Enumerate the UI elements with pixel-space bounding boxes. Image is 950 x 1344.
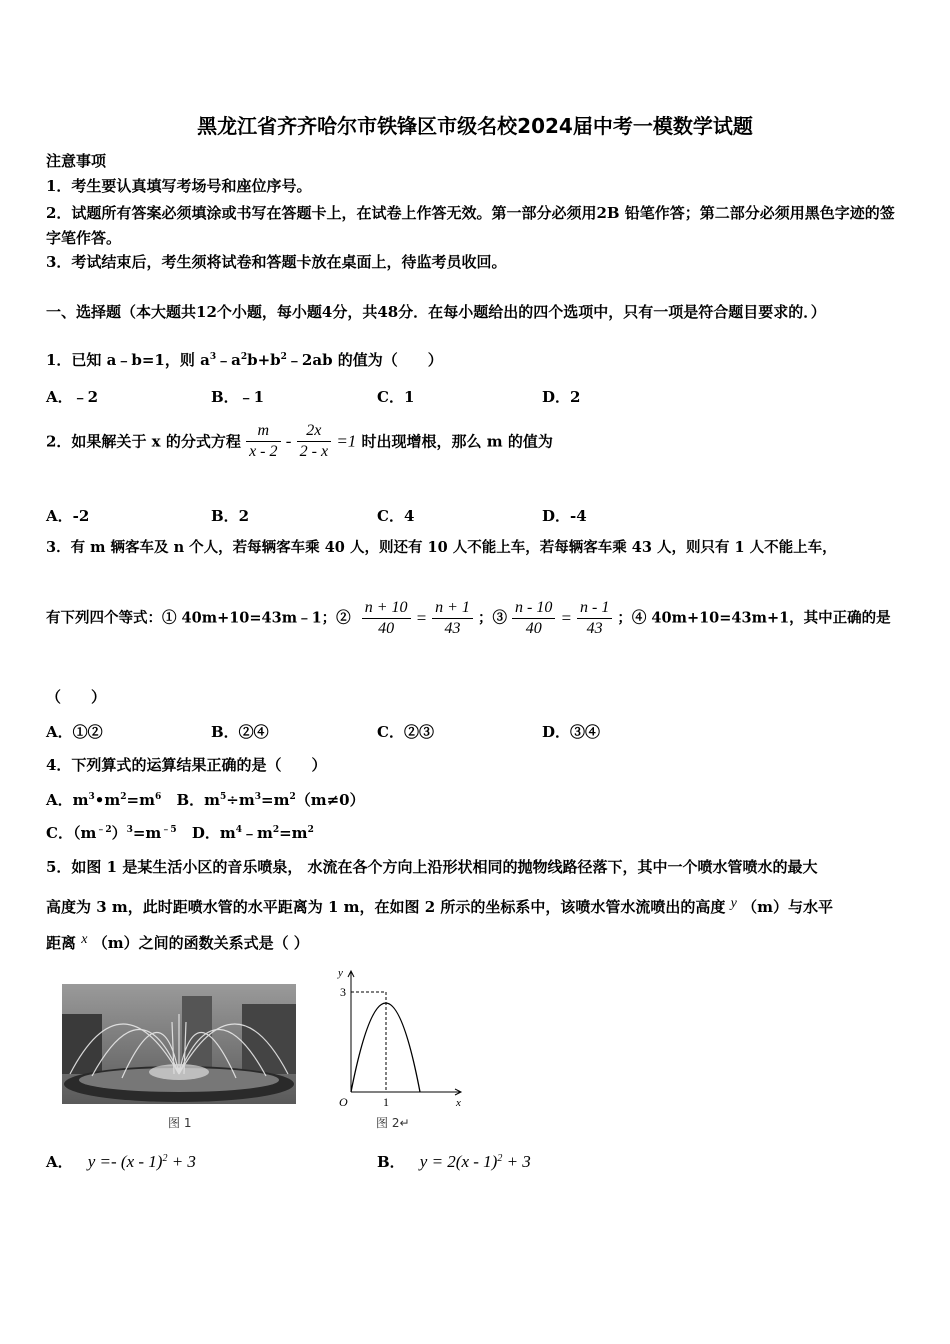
q4-c-sup1: ﹣2 xyxy=(96,825,112,835)
q3-option-b[interactable]: B．②④ xyxy=(211,723,269,741)
q2-fraction-1 xyxy=(246,421,280,462)
q5-line2-post: （m）与水平 xyxy=(742,898,833,916)
q2-text-post: 时出现增根，那么 m 的值为 xyxy=(361,432,553,451)
q2-option-d[interactable]: D．-4 xyxy=(542,507,587,525)
q1-text-b: ﹣a xyxy=(216,351,241,369)
q3-option-a[interactable]: A．①② xyxy=(46,723,103,741)
q3-text-pre: 有下列四个等式：① 40m+10=43m﹣1；② xyxy=(46,609,351,627)
graph-tick-x: 1 xyxy=(383,1095,389,1109)
q4-b-mid: ÷m xyxy=(226,791,255,809)
graph-y-label: y xyxy=(338,967,343,979)
q4-b-pre: B．m xyxy=(176,791,221,809)
q3-fraction-c xyxy=(512,598,555,639)
q3-equals-2: = xyxy=(560,608,572,628)
q2-f2-num: 2x xyxy=(297,421,331,442)
q3-fb-den: 43 xyxy=(444,620,461,637)
q3-fraction-b xyxy=(432,598,473,639)
q3-answer-paren: （ ） xyxy=(46,688,107,706)
q4-d-tail: =m xyxy=(279,824,308,842)
q3-fd-den: 43 xyxy=(586,620,603,637)
q5-option-a-label: A． xyxy=(46,1153,73,1171)
q1-sup-3: 2 xyxy=(280,352,287,362)
q4-b-post: =m xyxy=(261,791,290,809)
q2-minus: - xyxy=(285,431,292,451)
q2-text-pre: 2．如果解关于 x 的分式方程 xyxy=(46,432,241,451)
q5-line2-pre: 高度为 3 m，此时距喷水管的水平距离为 1 m，在如图 2 所示的坐标系中，该喷水管水流喷出的高度 xyxy=(46,898,726,916)
question-2-stem xyxy=(46,421,553,462)
question-5-line2 xyxy=(46,894,833,917)
q5-option-b-tail: + 3 xyxy=(502,1152,531,1171)
q4-b-sup2: 3 xyxy=(254,792,262,802)
q4-option-c[interactable] xyxy=(46,824,177,842)
question-5-line3 xyxy=(46,930,309,953)
q4-c-sup2: 3 xyxy=(126,825,133,835)
page-title: 黑龙江省齐齐哈尔市铁锋区市级名校2024届中考一模数学试题 xyxy=(197,114,753,138)
q4-c-mid: ） xyxy=(111,824,127,842)
q3-option-c[interactable]: C．②③ xyxy=(377,723,434,741)
q3-fc-num: n - 10 xyxy=(512,598,555,619)
q4-options-line1 xyxy=(46,789,365,810)
q5-option-b-label: B． xyxy=(377,1153,405,1171)
q4-c-sup3: ﹣5 xyxy=(161,825,177,835)
q5-option-a-tail: + 3 xyxy=(167,1152,196,1171)
q3-fb-num: n + 1 xyxy=(432,598,473,619)
notice-item-1: 1．考生要认真填写考场号和座位序号。 xyxy=(46,177,312,195)
q5-option-a-exp: 2 xyxy=(162,1153,168,1164)
graph-tick-y: 3 xyxy=(340,985,346,999)
figure-1-caption: 图 1 xyxy=(168,1116,192,1130)
notice-item-3: 3．考试结束后，考生须将试卷和答题卡放在桌面上，待监考员收回。 xyxy=(46,253,507,271)
question-1-stem xyxy=(46,350,443,370)
q4-d-sup1: 4 xyxy=(235,825,242,835)
q1-option-c[interactable]: C．1 xyxy=(377,388,415,406)
q4-option-a[interactable] xyxy=(46,791,161,809)
q2-option-b[interactable]: B．2 xyxy=(211,507,250,525)
q1-sup-1: 3 xyxy=(209,352,217,362)
q1-text-a: 1．已知 a﹣b=1，则 a xyxy=(46,351,210,369)
q4-b-sup1: 5 xyxy=(220,792,227,802)
q4-b-sup3: 2 xyxy=(289,792,296,802)
q4-b-tail: （m≠0） xyxy=(295,791,365,809)
q2-option-a[interactable]: A．-2 xyxy=(46,507,90,525)
q4-option-b[interactable] xyxy=(176,791,364,809)
question-5-line1: 5．如图 1 是某生活小区的音乐喷泉， 水流在各个方向上沿形状相同的抛物线路径落下，其中一个喷水管喷水的最大 xyxy=(46,858,818,876)
q2-option-c[interactable]: C．4 xyxy=(377,507,415,525)
notice-heading: 注意事项 xyxy=(46,152,107,170)
q4-d-pre: D．m xyxy=(191,824,236,842)
q5-option-a[interactable] xyxy=(46,1151,196,1172)
q4-d-post: ﹣m xyxy=(241,824,273,842)
q2-equals: =1 xyxy=(336,431,357,451)
fountain-photo xyxy=(62,984,296,1104)
q1-text-c: b+b xyxy=(247,351,281,369)
q3-equals-1: = xyxy=(415,608,428,628)
q5-var-y: y xyxy=(730,896,737,911)
q4-a-sup2: 2 xyxy=(120,792,127,802)
q4-c-post: =m xyxy=(132,824,162,842)
q4-a-mid: •m xyxy=(94,791,121,809)
q3-text-post: ；④ 40m+10=43m+1，其中正确的是 xyxy=(617,609,891,627)
q4-options-line2 xyxy=(46,822,314,843)
q5-line3-post: （m）之间的函数关系式是（ ） xyxy=(92,934,309,952)
q4-a-pre: A．m xyxy=(46,791,89,809)
q5-option-b-expr: y = 2(x - 1) xyxy=(419,1152,498,1171)
q2-f2-den: 2 - x xyxy=(299,443,329,460)
question-4-stem: 4．下列算式的运算结果正确的是（ ） xyxy=(46,756,327,774)
q4-d-sup2: 2 xyxy=(272,825,280,835)
question-3-stem-line1: 3．有 m 辆客车及 n 个人，若每辆客车乘 40 人，则还有 10 人不能上车，若每辆客车乘 43 人，则只有 1 人不能上车， xyxy=(46,539,837,556)
graph-x-label: x xyxy=(456,1097,461,1109)
q1-option-a[interactable]: A．﹣2 xyxy=(46,388,99,406)
q5-option-b-exp: 2 xyxy=(497,1153,503,1164)
q2-f1-den: x - 2 xyxy=(249,443,278,460)
q5-var-x: x xyxy=(81,932,88,947)
q3-fa-num: n + 10 xyxy=(362,598,411,619)
q3-separator: ；③ xyxy=(477,609,507,627)
q1-text-d: ﹣2ab 的值为（ ） xyxy=(286,351,443,369)
q5-option-a-expr: y =- (x - 1) xyxy=(87,1152,163,1171)
q4-a-sup3: 6 xyxy=(154,792,162,802)
q3-option-d[interactable]: D．③④ xyxy=(542,723,601,741)
q4-option-d[interactable] xyxy=(192,824,314,842)
section-heading: 一、选择题（本大题共12个小题，每小题4分，共48分．在每小题给出的四个选项中，只有一项是符合题目要求的．） xyxy=(46,303,826,321)
q4-a-post: =m xyxy=(126,791,155,809)
q3-fraction-a xyxy=(362,598,411,639)
q3-fraction-d xyxy=(577,598,612,639)
graph-origin-label: O xyxy=(339,1095,348,1109)
q1-sup-2: 2 xyxy=(240,352,248,362)
notice-item-2: 2．试题所有答案必须填涂或书写在答题卡上，在试卷上作答无效。第一部分必须用2B 铅笔作答；第二部分必须用黑色字迹的签字笔作答。 xyxy=(46,204,895,247)
q1-option-d[interactable]: D．2 xyxy=(542,388,581,406)
figure-2-caption: 图 2↵ xyxy=(376,1116,410,1130)
q2-fraction-2 xyxy=(297,421,331,462)
q2-f1-num: m xyxy=(246,421,280,442)
q5-line3-pre: 距离 xyxy=(46,934,77,952)
q1-option-b[interactable]: B．﹣1 xyxy=(211,388,265,406)
parabola-graph xyxy=(326,964,466,1114)
q4-d-sup3: 2 xyxy=(307,825,314,835)
q4-a-sup1: 3 xyxy=(88,792,95,802)
q4-c-pre: C．（m xyxy=(46,824,97,842)
q5-option-b[interactable] xyxy=(377,1151,531,1172)
q3-fa-den: 40 xyxy=(378,620,395,637)
q3-fd-num: n - 1 xyxy=(577,598,612,619)
q3-fc-den: 40 xyxy=(525,620,542,637)
question-3-stem-line2 xyxy=(46,598,891,639)
